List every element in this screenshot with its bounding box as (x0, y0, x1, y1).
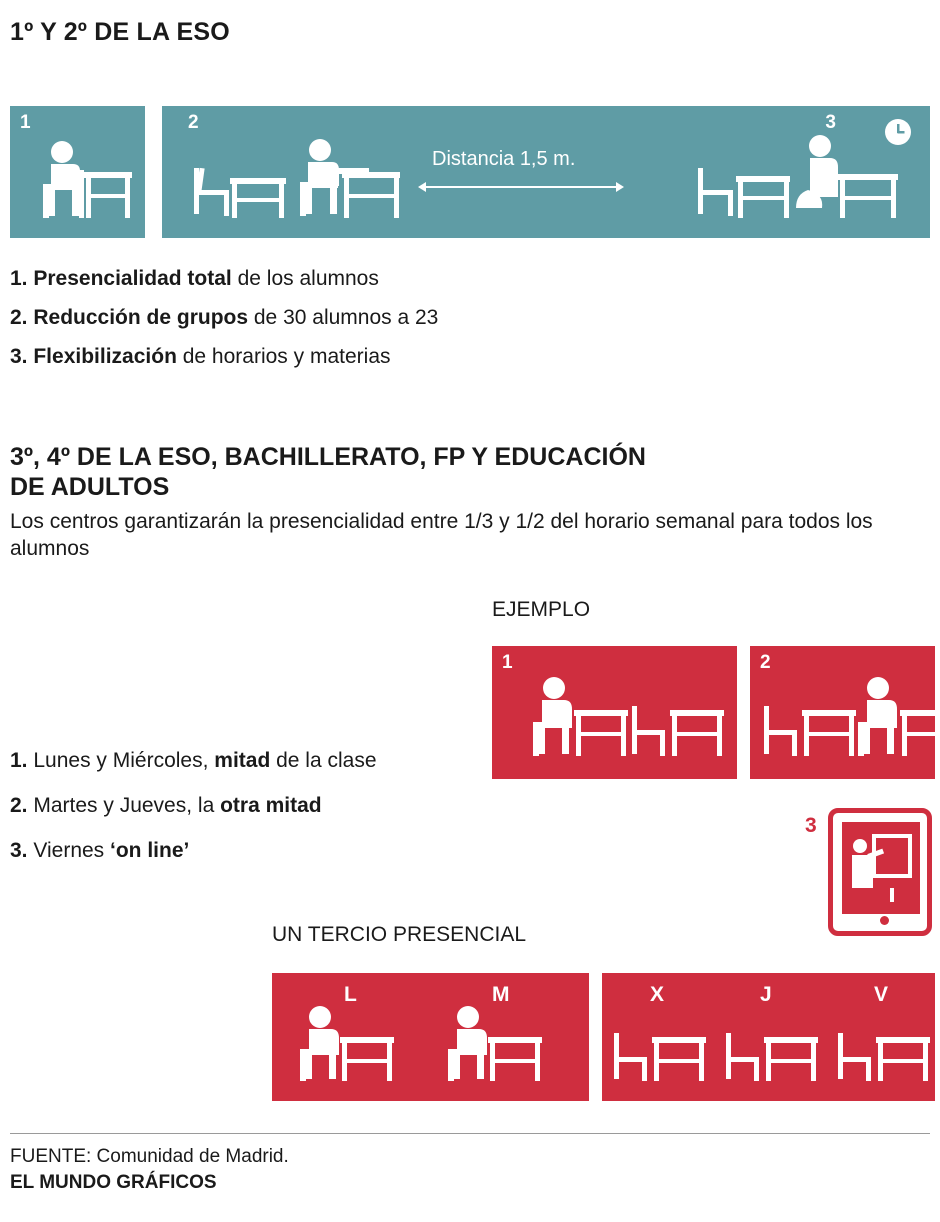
list-item-bold: Flexibilización (33, 345, 177, 368)
day-label-x: X (650, 983, 665, 1006)
list-item-bold: mitad (214, 749, 271, 772)
tablet-screen (842, 822, 920, 914)
badge-3: 3 (825, 112, 836, 133)
ejemplo-panel-1 (492, 646, 737, 779)
list-item-bold: Reducción de grupos (33, 306, 249, 329)
list-item-bold: otra mitad (220, 794, 322, 817)
badge-2: 2 (188, 112, 199, 133)
source-text: FUENTE: Comunidad de Madrid. (10, 1146, 289, 1167)
tablet-home-button (880, 916, 889, 925)
tercio-label: UN TERCIO PRESENCIAL (272, 923, 526, 946)
distance-label: Distancia 1,5 m. (432, 148, 576, 170)
week-illustration-present (272, 973, 589, 1101)
distance-arrow (425, 186, 617, 188)
teal-panel-one (10, 106, 145, 238)
badge-2: 2 (760, 652, 771, 673)
section-2-body: Los centros garantizarán la presencialidad entre 1/3 y 1/2 del horario semanal para todos los alumnos (10, 510, 873, 561)
student-desk-illustration-2 (180, 106, 420, 238)
list-item-bold: ‘on line’ (110, 839, 190, 862)
page-title: 1º Y 2º DE LA ESO (10, 18, 230, 46)
ejemplo-illustration-2 (750, 646, 935, 779)
ejemplo-illustration-1 (492, 646, 737, 779)
section-2-header (10, 443, 930, 563)
online-class-icon (842, 822, 920, 914)
list-item-rest: de horarios y materias (176, 345, 391, 368)
day-label-v: V (874, 983, 889, 1006)
list-section-1 (10, 268, 438, 385)
ejemplo-panel-2 (750, 646, 935, 779)
list-item-number: 1. (10, 267, 28, 290)
list-item (10, 750, 377, 771)
section-2-title-line-1: 3º, 4º DE LA ESO, BACHILLERATO, FP Y EDUCACIÓN (10, 443, 646, 471)
badge-1: 1 (502, 652, 513, 673)
list-item-number: 2. (10, 794, 28, 817)
list-item (10, 346, 438, 367)
badge-3: 3 (805, 814, 817, 837)
list-item-bold: Presencialidad total (33, 267, 232, 290)
list-item-number: 1. (10, 749, 28, 772)
list-item (10, 795, 377, 816)
footer-source (10, 1144, 289, 1195)
list-item-number: 3. (10, 345, 28, 368)
infographic-page (0, 18, 940, 1222)
tablet-device-illustration (828, 808, 932, 936)
teal-panel-two (162, 106, 930, 238)
day-label-j: J (760, 983, 772, 1006)
week-panel-absent (602, 973, 935, 1101)
list-item-rest: de los alumnos (231, 267, 379, 290)
list-item-number: 2. (10, 306, 28, 329)
footer-divider (10, 1133, 930, 1134)
list-item-rest: de la clase (270, 749, 377, 772)
list-item-rest: de 30 alumnos a 23 (248, 306, 439, 329)
list-item-number: 3. (10, 839, 28, 862)
list-section-2 (10, 750, 377, 885)
week-panel-present (272, 973, 589, 1101)
list-item (10, 840, 377, 861)
list-item-pre: Lunes y Miércoles, (27, 749, 215, 772)
day-label-l: L (344, 983, 357, 1006)
section-2-title-line-2: DE ADULTOS (10, 472, 170, 501)
list-item-pre: Martes y Jueves, la (27, 794, 221, 817)
ejemplo-label: EJEMPLO (492, 598, 591, 621)
day-label-m: M (492, 983, 510, 1006)
teal-illustration-band (10, 106, 930, 238)
list-item (10, 307, 438, 328)
list-item (10, 268, 438, 289)
list-item-pre: Viernes (27, 839, 111, 862)
brand-name: EL MUNDO GRÁFICOS (10, 1171, 217, 1193)
badge-1: 1 (20, 112, 31, 133)
student-desk-illustration-3 (692, 106, 912, 238)
